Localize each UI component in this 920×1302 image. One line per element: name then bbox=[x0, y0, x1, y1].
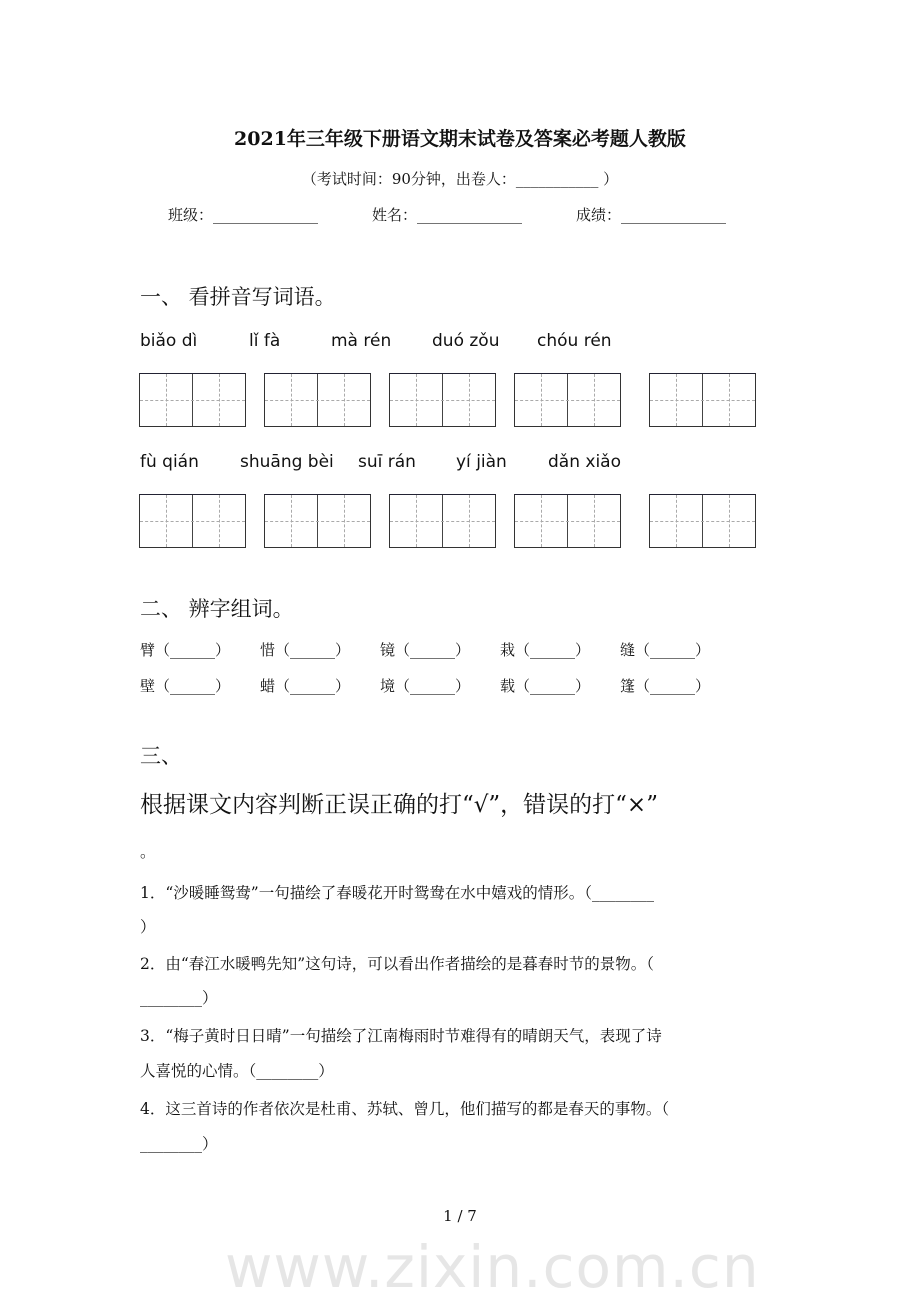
pinyin: chóu rén bbox=[537, 331, 612, 351]
question-2-cont: ________） bbox=[140, 989, 218, 1007]
score-field: 成绩：______________ bbox=[576, 206, 727, 224]
word-item: 蜡（______） bbox=[260, 677, 351, 695]
section3-heading: 三、 bbox=[140, 744, 182, 768]
writing-grid-box bbox=[139, 373, 246, 427]
exam-info: （考试时间：90分钟，出卷人：___________ ） bbox=[301, 170, 619, 188]
word-item: 惜（______） bbox=[260, 641, 351, 659]
writing-grid-box bbox=[649, 494, 756, 548]
question-1-cont: ） bbox=[140, 918, 156, 936]
question-4-cont: ________） bbox=[140, 1135, 218, 1153]
writing-grid-box bbox=[264, 373, 371, 427]
writing-grid-box bbox=[264, 494, 371, 548]
writing-grid-box bbox=[649, 373, 756, 427]
word-item: 栽（______） bbox=[500, 641, 591, 659]
pinyin: dǎn xiǎo bbox=[548, 452, 621, 472]
section1-heading: 一、 看拼音写词语。 bbox=[140, 285, 336, 309]
word-item: 境（______） bbox=[380, 677, 471, 695]
instruction-end: 。 bbox=[140, 843, 156, 861]
page-title: 2021年三年级下册语文期末试卷及答案必考题人教版 bbox=[234, 128, 686, 150]
page-number: 1 / 7 bbox=[443, 1207, 477, 1225]
word-item: 臂（______） bbox=[140, 641, 231, 659]
pinyin: duó zǒu bbox=[432, 331, 500, 351]
question-4: 4．这三首诗的作者依次是杜甫、苏轼、曾几，他们描写的都是春天的事物。（ bbox=[140, 1100, 670, 1118]
writing-grid-box bbox=[514, 494, 621, 548]
section3-instruction: 根据课文内容判断正误正确的打“√”，错误的打“×” bbox=[140, 792, 658, 818]
pinyin: biǎo dì bbox=[140, 331, 198, 351]
word-item: 镜（______） bbox=[380, 641, 471, 659]
question-1: 1．“沙暖睡鸳鸯”一句描绘了春暖花开时鸳鸯在水中嬉戏的情形。（________ bbox=[140, 884, 654, 902]
writing-grid-box bbox=[389, 373, 496, 427]
writing-grid-box bbox=[139, 494, 246, 548]
writing-grid-box bbox=[514, 373, 621, 427]
word-item: 篷（______） bbox=[620, 677, 711, 695]
pinyin: mà rén bbox=[331, 331, 392, 351]
question-3: 3．“梅子黄时日日晴”一句描绘了江南梅雨时节难得有的晴朗天气，表现了诗 bbox=[140, 1027, 662, 1045]
class-field: 班级：______________ bbox=[168, 206, 319, 224]
pinyin: shuāng bèi bbox=[240, 452, 334, 472]
section2-heading: 二、 辨字组词。 bbox=[140, 597, 294, 621]
question-3-cont: 人喜悦的心情。（________） bbox=[140, 1062, 334, 1080]
pinyin: lǐ fà bbox=[249, 331, 281, 351]
question-2: 2．由“春江水暖鸭先知”这句诗，可以看出作者描绘的是暮春时节的景物。（ bbox=[140, 955, 654, 973]
pinyin: suī rán bbox=[358, 452, 416, 472]
word-item: 壁（______） bbox=[140, 677, 231, 695]
pinyin: fù qián bbox=[140, 452, 199, 472]
writing-grid-box bbox=[389, 494, 496, 548]
name-field: 姓名：______________ bbox=[372, 206, 523, 224]
watermark: www.zixin.com.cn bbox=[225, 1233, 760, 1301]
word-item: 载（______） bbox=[500, 677, 591, 695]
word-item: 缝（______） bbox=[620, 641, 711, 659]
pinyin: yí jiàn bbox=[456, 452, 507, 472]
